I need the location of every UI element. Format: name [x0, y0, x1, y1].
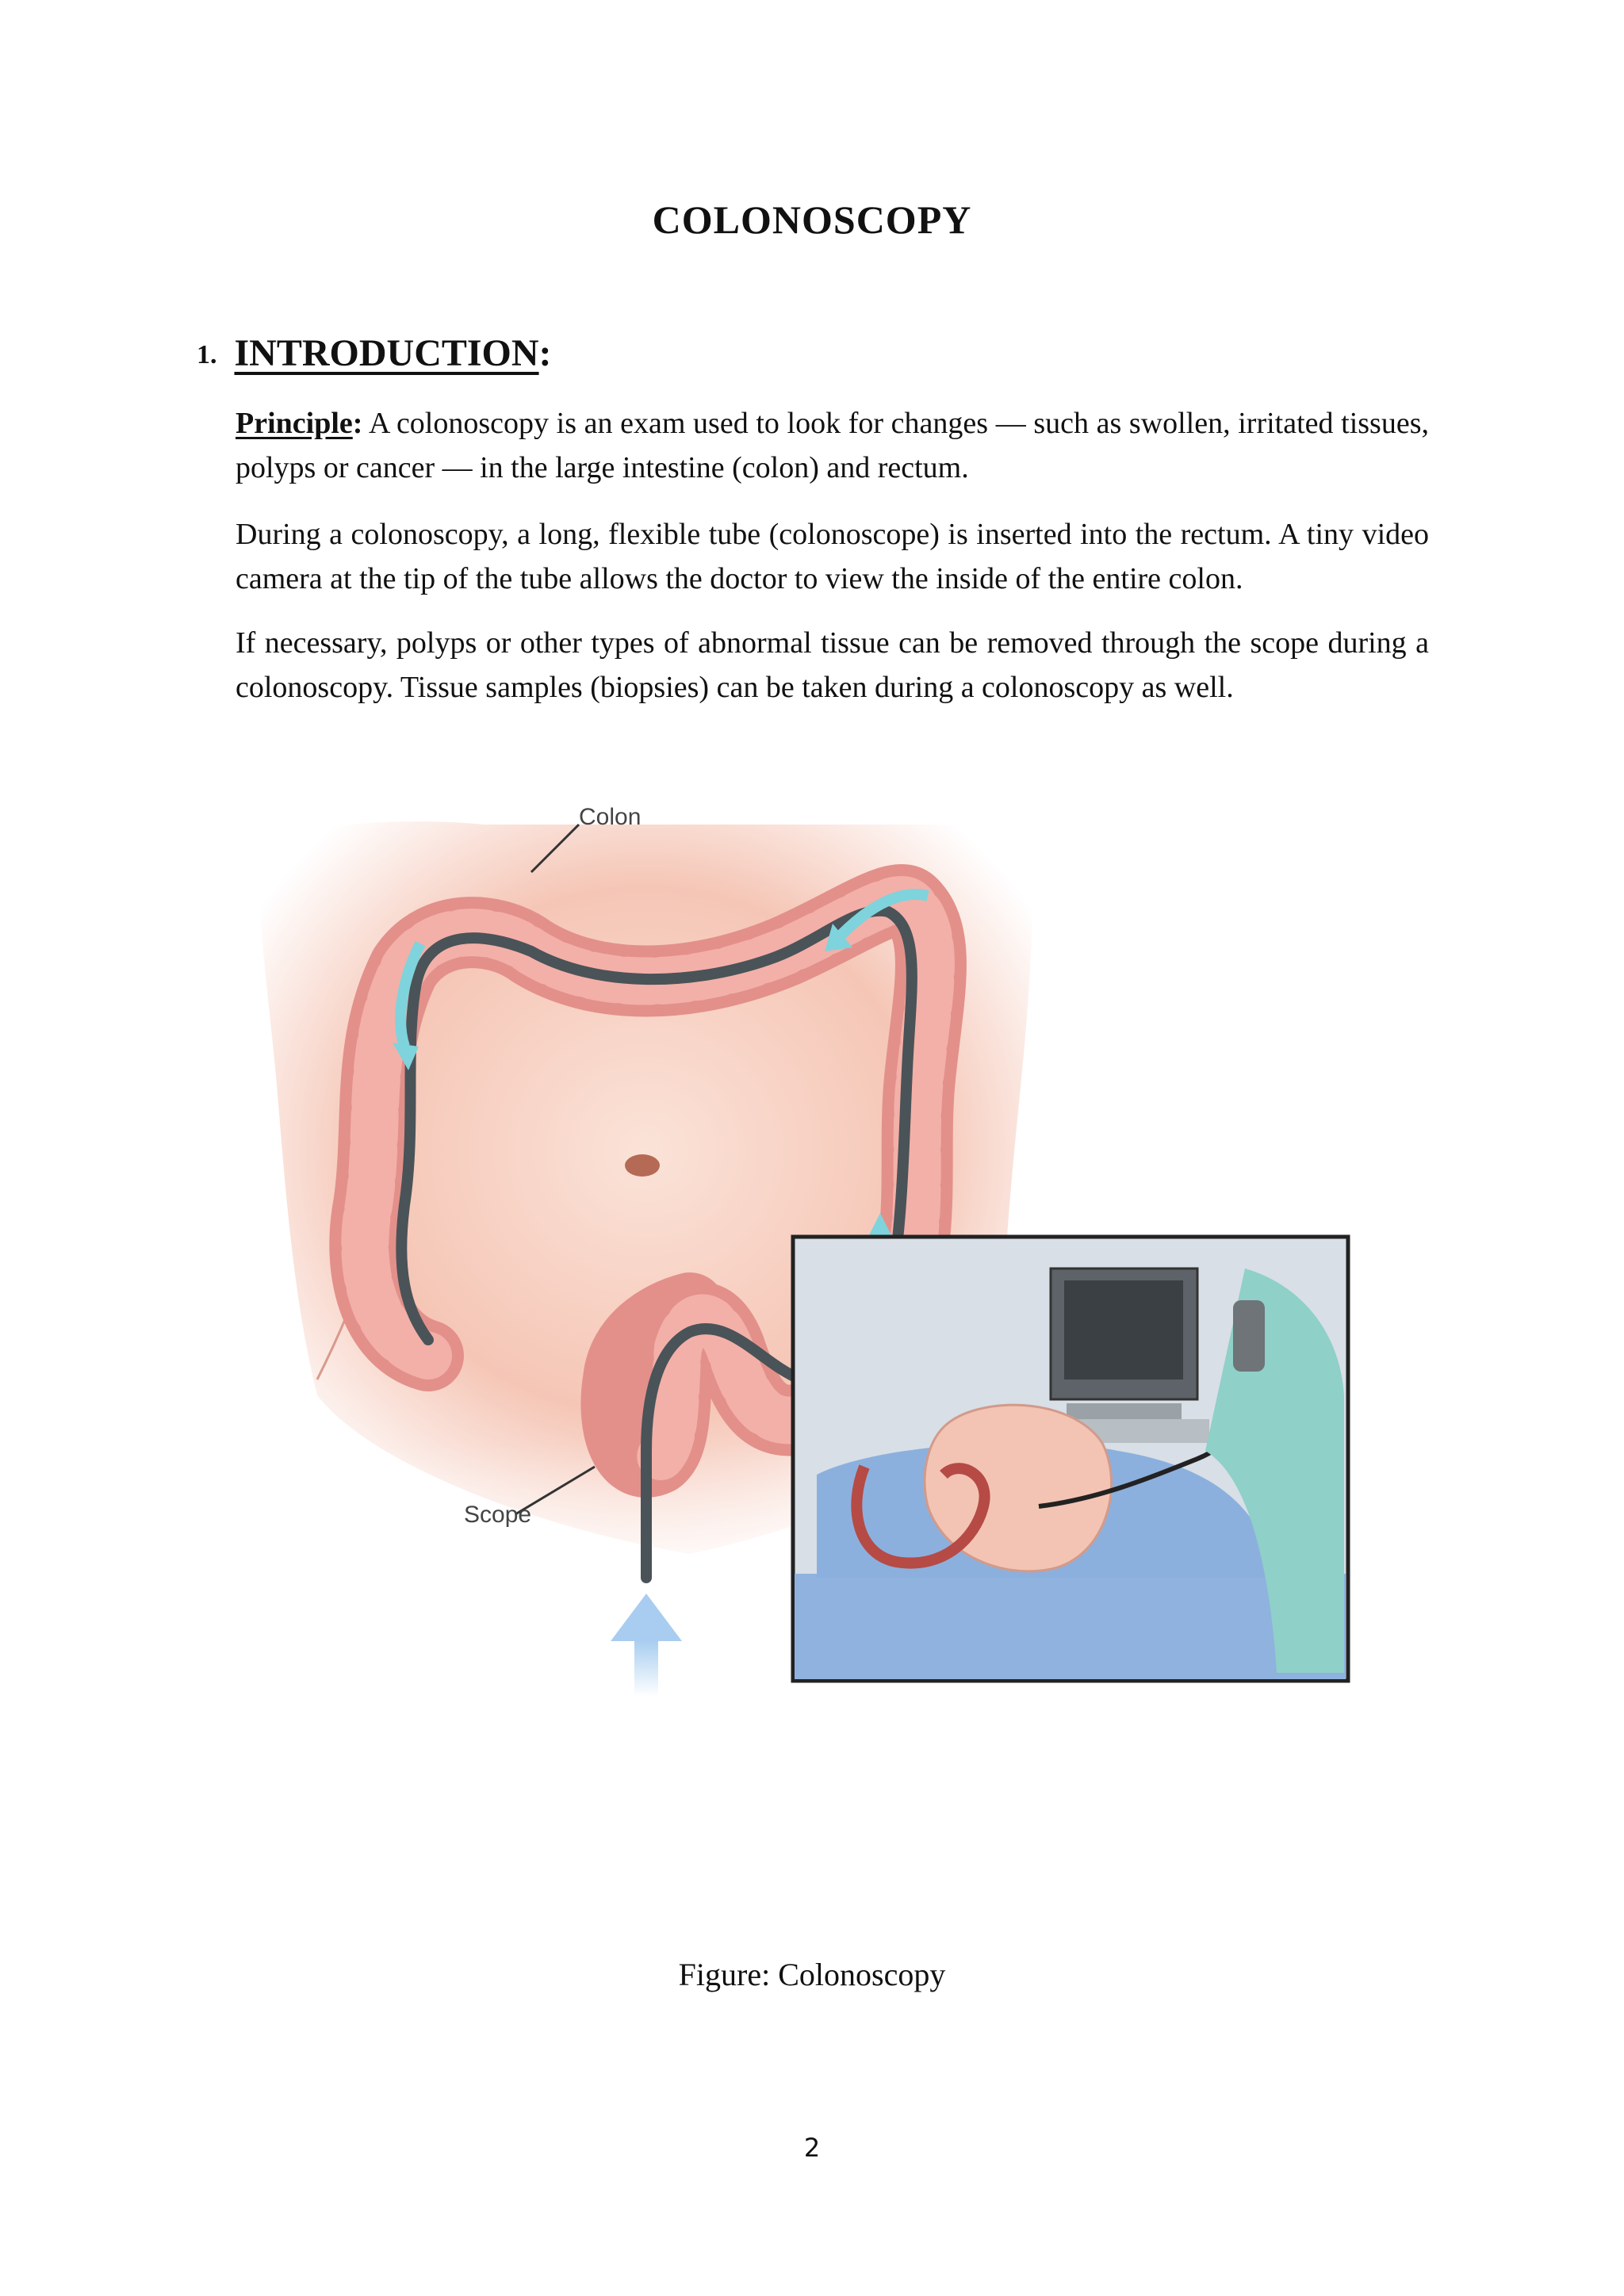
- principle-text: A colonoscopy is an exam used to look for changes — such as swollen, irritated tissues, polyps or cancer — in the large intestine (colon) and rectum.: [236, 407, 1429, 484]
- figure-caption: Figure: Colonoscopy: [678, 1957, 946, 1992]
- procedure-inset: [793, 1237, 1348, 1681]
- colonoscopy-illustration: [246, 793, 1372, 1705]
- section-colon: :: [538, 332, 552, 374]
- paragraph-removal: If necessary, polyps or other types of abnormal tissue can be removed through the scope during a colonoscopy. Tissue samples (biopsies) can be taken during a colonoscopy as well.: [236, 626, 1429, 704]
- principle-colon: :: [352, 407, 363, 440]
- colonoscopy-figure: [246, 793, 1372, 1705]
- document-title: COLONOSCOPY: [652, 197, 972, 242]
- section-heading: [197, 331, 552, 375]
- bed: [795, 1574, 1346, 1679]
- scope-handle: [1233, 1300, 1265, 1372]
- principle-label: Principle: [236, 407, 353, 440]
- paragraph-principle: [236, 401, 1429, 490]
- paragraph-procedure: During a colonoscopy, a long, flexible tube (colonoscope) is inserted into the rectum. A tiny video camera at the tip of the tube allows the doctor to view the inside of the entire colon.: [236, 518, 1429, 595]
- scope-label: Scope: [464, 1502, 532, 1528]
- colon-label: Colon: [579, 804, 642, 830]
- section-title: INTRODUCTION: [234, 332, 539, 374]
- navel: [625, 1154, 660, 1177]
- section-number: 1.: [197, 340, 217, 369]
- page-number: 2: [803, 2133, 821, 2163]
